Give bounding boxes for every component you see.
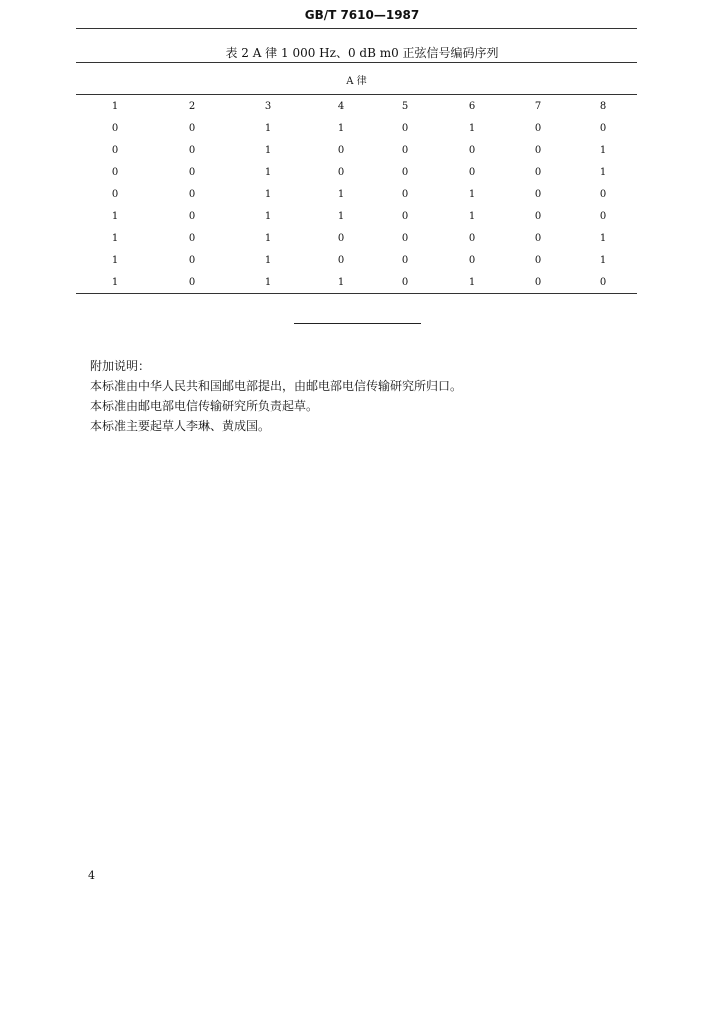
table-cell: 0	[337, 145, 345, 156]
table-row	[76, 184, 637, 206]
table-cell: 0	[188, 255, 196, 266]
notes-title: 附加说明：	[90, 359, 151, 373]
table-caption: 表 2 A 律 1 000 Hz、0 dB m0 正弦信号编码序列	[225, 46, 499, 60]
code-table	[76, 96, 637, 294]
table-cell: 1	[337, 123, 345, 134]
table-cell: 0	[111, 167, 119, 178]
table-cell: 0	[401, 211, 409, 222]
table-cell: 0	[534, 123, 542, 134]
table-group-header: A 律	[346, 76, 367, 87]
table-cell: 0	[599, 211, 607, 222]
table-cell: 0	[188, 277, 196, 288]
table-cell: 0	[534, 233, 542, 244]
table-cell: 0	[401, 189, 409, 200]
table-row	[76, 272, 637, 294]
table-cell: 1	[468, 189, 476, 200]
table-cell: 0	[337, 255, 345, 266]
table-top-rule	[76, 62, 637, 63]
table-cell: 0	[111, 123, 119, 134]
table-cell: 0	[337, 167, 345, 178]
table-cell: 1	[264, 189, 272, 200]
table-cell: 1	[111, 255, 119, 266]
page-number: 4	[88, 869, 95, 882]
table-bottom-rule	[76, 293, 637, 294]
table-cell: 1	[468, 277, 476, 288]
table-cell: 1	[599, 233, 607, 244]
table-cell: 0	[599, 189, 607, 200]
table-cell: 0	[188, 189, 196, 200]
column-header: 5	[401, 101, 409, 112]
table-cell: 1	[264, 145, 272, 156]
table-cell: 0	[534, 255, 542, 266]
table-header-rule	[76, 94, 637, 95]
column-header: 7	[534, 101, 542, 112]
table-cell: 0	[188, 167, 196, 178]
table-cell: 1	[468, 123, 476, 134]
table-cell: 1	[264, 255, 272, 266]
table-row	[76, 250, 637, 272]
table-cell: 0	[188, 123, 196, 134]
table-cell: 0	[534, 145, 542, 156]
table-row	[76, 140, 637, 162]
additional-notes	[90, 356, 462, 436]
table-cell: 1	[264, 233, 272, 244]
table-cell: 0	[111, 189, 119, 200]
table-row	[76, 206, 637, 228]
table-cell: 0	[188, 211, 196, 222]
table-cell: 0	[401, 123, 409, 134]
table-header-row	[76, 96, 637, 118]
table-cell: 1	[111, 211, 119, 222]
table-cell: 1	[337, 211, 345, 222]
table-cell: 0	[401, 167, 409, 178]
table-cell: 0	[468, 255, 476, 266]
column-header: 8	[599, 101, 607, 112]
table-cell: 0	[401, 277, 409, 288]
table-cell: 1	[468, 211, 476, 222]
table-cell: 0	[534, 211, 542, 222]
table-row	[76, 228, 637, 250]
table-cell: 0	[534, 189, 542, 200]
header-rule	[76, 28, 637, 29]
end-rule	[294, 323, 421, 324]
table-cell: 0	[534, 167, 542, 178]
table-cell: 0	[468, 145, 476, 156]
table-cell: 1	[264, 277, 272, 288]
table-cell: 1	[599, 145, 607, 156]
table-cell: 1	[111, 277, 119, 288]
table-cell: 0	[337, 233, 345, 244]
column-header: 2	[188, 101, 196, 112]
table-cell: 0	[468, 167, 476, 178]
table-cell: 1	[264, 211, 272, 222]
table-row	[76, 118, 637, 140]
notes-line: 本标准由邮电部电信传输研究所负责起草。	[90, 399, 319, 413]
table-cell: 1	[111, 233, 119, 244]
table-body	[76, 118, 637, 294]
table-cell: 1	[599, 255, 607, 266]
table-cell: 1	[337, 189, 345, 200]
table-cell: 0	[401, 255, 409, 266]
table-cell: 1	[599, 167, 607, 178]
notes-line: 本标准主要起草人李琳、黄成国。	[90, 419, 271, 433]
column-header: 6	[468, 101, 476, 112]
column-header: 3	[264, 101, 272, 112]
table-cell: 0	[599, 277, 607, 288]
table-cell: 1	[337, 277, 345, 288]
table-cell: 0	[401, 233, 409, 244]
table-cell: 0	[468, 233, 476, 244]
standard-code: GB/T 7610—1987	[304, 8, 420, 22]
table-cell: 0	[534, 277, 542, 288]
table-cell: 0	[188, 233, 196, 244]
table-row	[76, 162, 637, 184]
notes-line: 本标准由中华人民共和国邮电部提出，由邮电部电信传输研究所归口。	[90, 379, 463, 393]
table-cell: 0	[599, 123, 607, 134]
table-cell: 0	[188, 145, 196, 156]
column-header: 4	[337, 101, 345, 112]
table-cell: 0	[401, 145, 409, 156]
table-cell: 1	[264, 167, 272, 178]
column-header: 1	[111, 101, 119, 112]
table-cell: 1	[264, 123, 272, 134]
table-cell: 0	[111, 145, 119, 156]
